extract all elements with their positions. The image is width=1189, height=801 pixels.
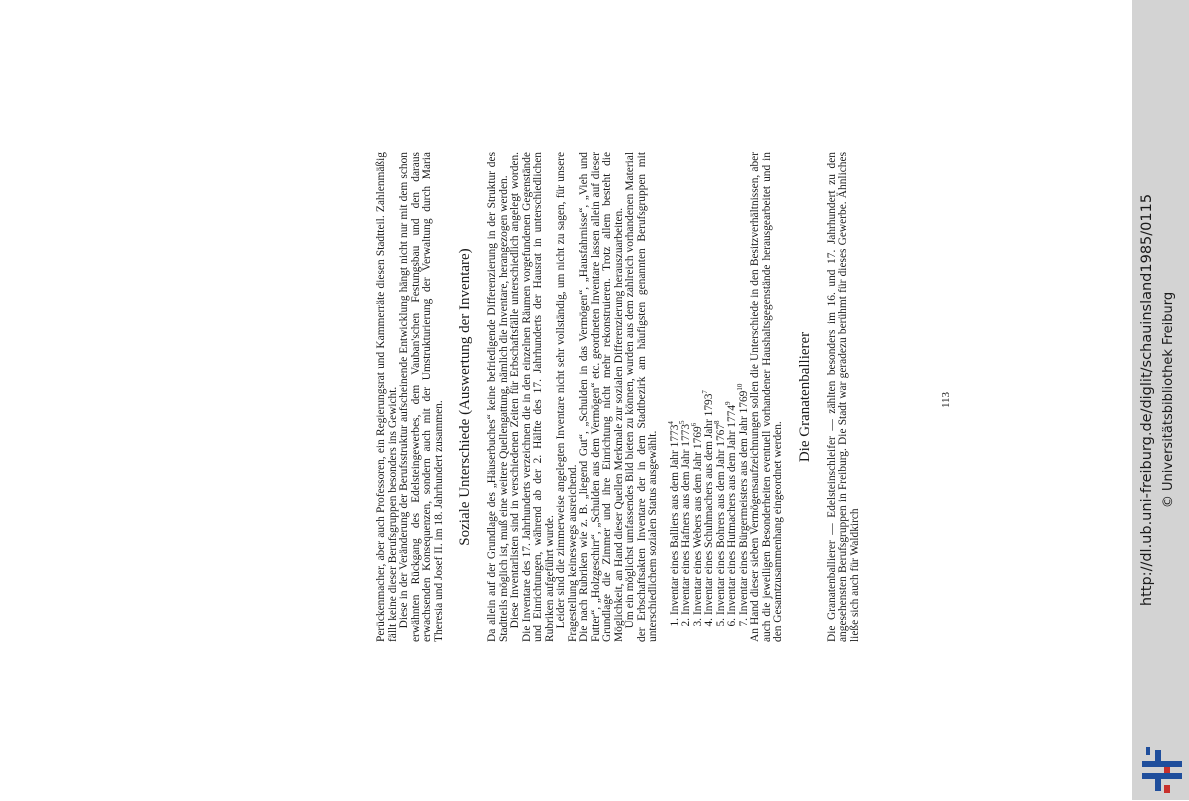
list-item: 1.Inventar eines Balliers aus dem Jahr 1773$^4$ — [666, 421, 681, 627]
list-item: 3.Inventar eines Webers aus dem Jahr 1769$^6$ — [689, 422, 704, 627]
footnote-marker: 5 — [678, 420, 687, 424]
source-url-link[interactable]: http://dl.ub.uni-freiburg.de/diglit/schauinsland1985/0115 — [1139, 193, 1155, 607]
list-item: 6.Inventar eines Hutmachers aus dem Jahr 1774$^9$ — [724, 401, 738, 627]
paragraph: Die Granatenballierer — Edelsteinschleifer — zählten besonders im 16. und 17. Jahrhundert zu den angesehensten Berufsgruppen in Freiburg. Die Stadt war geradezu berühmt für dieses Gewerbe. Ähnliches ließe sich auch für Waldkirch — [825, 152, 861, 642]
sidebar-text — [1140, 0, 1180, 800]
list-item: 5.Inventar eines Bohrers aus dem Jahr 1767$^8$ — [712, 420, 727, 627]
paragraph: Diese in der Veränderung der Berufsstruktur aufscheinende Entwicklung hängt nicht nur mit dem schon erwähnten Rückgang des Edelsteingewerbes, dem Vauban'schen Festungsbau und den daraus erwachsenden Konsequenzen, sondern auch mit der Umstrukturierung der Verwaltung durch Maria Theresia und Josef II. im 18. Jahrhundert zusammen. — [398, 152, 445, 642]
footnote-marker: 4 — [666, 421, 675, 425]
section-heading: Soziale Unterschiede (Auswertung der Inventare) — [457, 248, 473, 546]
inventory-list — [666, 152, 751, 642]
paragraph: Die nach Rubriken wie z. B. „liegend Gut“, „Schulden in das Vermögen“, „Hausfahrnisse“, „Vieh und Futter“, „Holzgeschirr“, „Schulden aus dem Vermögen“ etc. geordneten Inventare lassen allein auf dieser Grundlage die Zimmer und ihre Einrichtung nicht mehr rekonstruieren. Trotz allem besteht die Möglichkeit, an Hand dieser Quellen Merkmale zur sozialen Differenzierung herauszuarbeiten. — [578, 152, 625, 642]
list-item: 7.Inventar eines Bürgermeisters aus dem Jahr 1769$^{10}$ — [735, 383, 750, 627]
digitization-sidebar — [1132, 0, 1189, 800]
paragraph: An Hand dieser sieben Vermögensaufzeichnungen sollen die Unterschiede in den Besitzverhältnissen, aber auch die jeweiligen Besonderheiten eventuell vorhandener Haushaltsgegenstände herausgearbeitet und in den Gesamtzusammenhang eingeordnet werden. — [749, 152, 784, 642]
paragraph: Leider sind die zimmerweise angelegten Inventare nicht sehr vollständig, um nicht zu sagen, für unsere Fragestellung keineswegs ausreichend. — [555, 152, 579, 642]
copyright-notice: © Universitätsbibliothek Freiburg — [1161, 291, 1176, 509]
page-number: 113 — [940, 391, 952, 409]
rotated-page-content — [186, 0, 952, 800]
footnote-marker: 6 — [689, 422, 698, 427]
paragraph: Um ein möglichst umfassendes Bild bieten zu können, wurden aus dem zahlreich vorhandenen Material der Erbschaftsakten Inventare der in dem Stadtbezirk am häufigsten genannten Berufsgruppen mit unterschiedlichem sozialen Status ausgewählt. — [624, 152, 659, 642]
paragraph: Perückenmacher, aber auch Professoren, ein Regierungsrat und Kammerräte diesen Stadtteil. Zahlenmäßig fällt keine dieser Berufsgruppen besonders ins Gewicht. — [375, 152, 399, 642]
list-item: 4.Inventar eines Schuhmachers aus dem Jahr 1793$^7$ — [701, 390, 715, 627]
footnote-marker: 9 — [724, 401, 733, 405]
library-logo-icon — [1140, 744, 1184, 796]
paragraph: Diese Inventarlisten sind in verschiedenen Zeiten für Erbschaftsfälle unterschiedlich angelegt worden. Die Inventare des 17. Jahrhunderts verzeichnen die in den einzelnen Räumen vorgefundenen Gegenstände und Einrichtungen, während ab der 2. Hälfte des 17. Jahrhunderts der Hausrat in unterschiedlichen Rubriken aufgeführt wurde. — [509, 152, 556, 642]
list-item: 2.Inventar eines Hafners aus dem Jahr 1773$^5$ — [678, 420, 692, 627]
section-heading: Die Granatenballierer — [796, 331, 813, 463]
paragraph: Da allein auf der Grundlage des „Häuserbuches“ keine befriedigende Differenzierung in der Struktur des Stadtteils möglich ist, muß eine weitere Quellengattung, nämlich die Inventare, herangezogen werden. — [486, 152, 510, 642]
footnote-marker: 7 — [701, 390, 710, 394]
footnote-marker: 8 — [712, 420, 721, 424]
text-column — [376, 152, 861, 642]
footnote-marker: 10 — [735, 383, 744, 391]
